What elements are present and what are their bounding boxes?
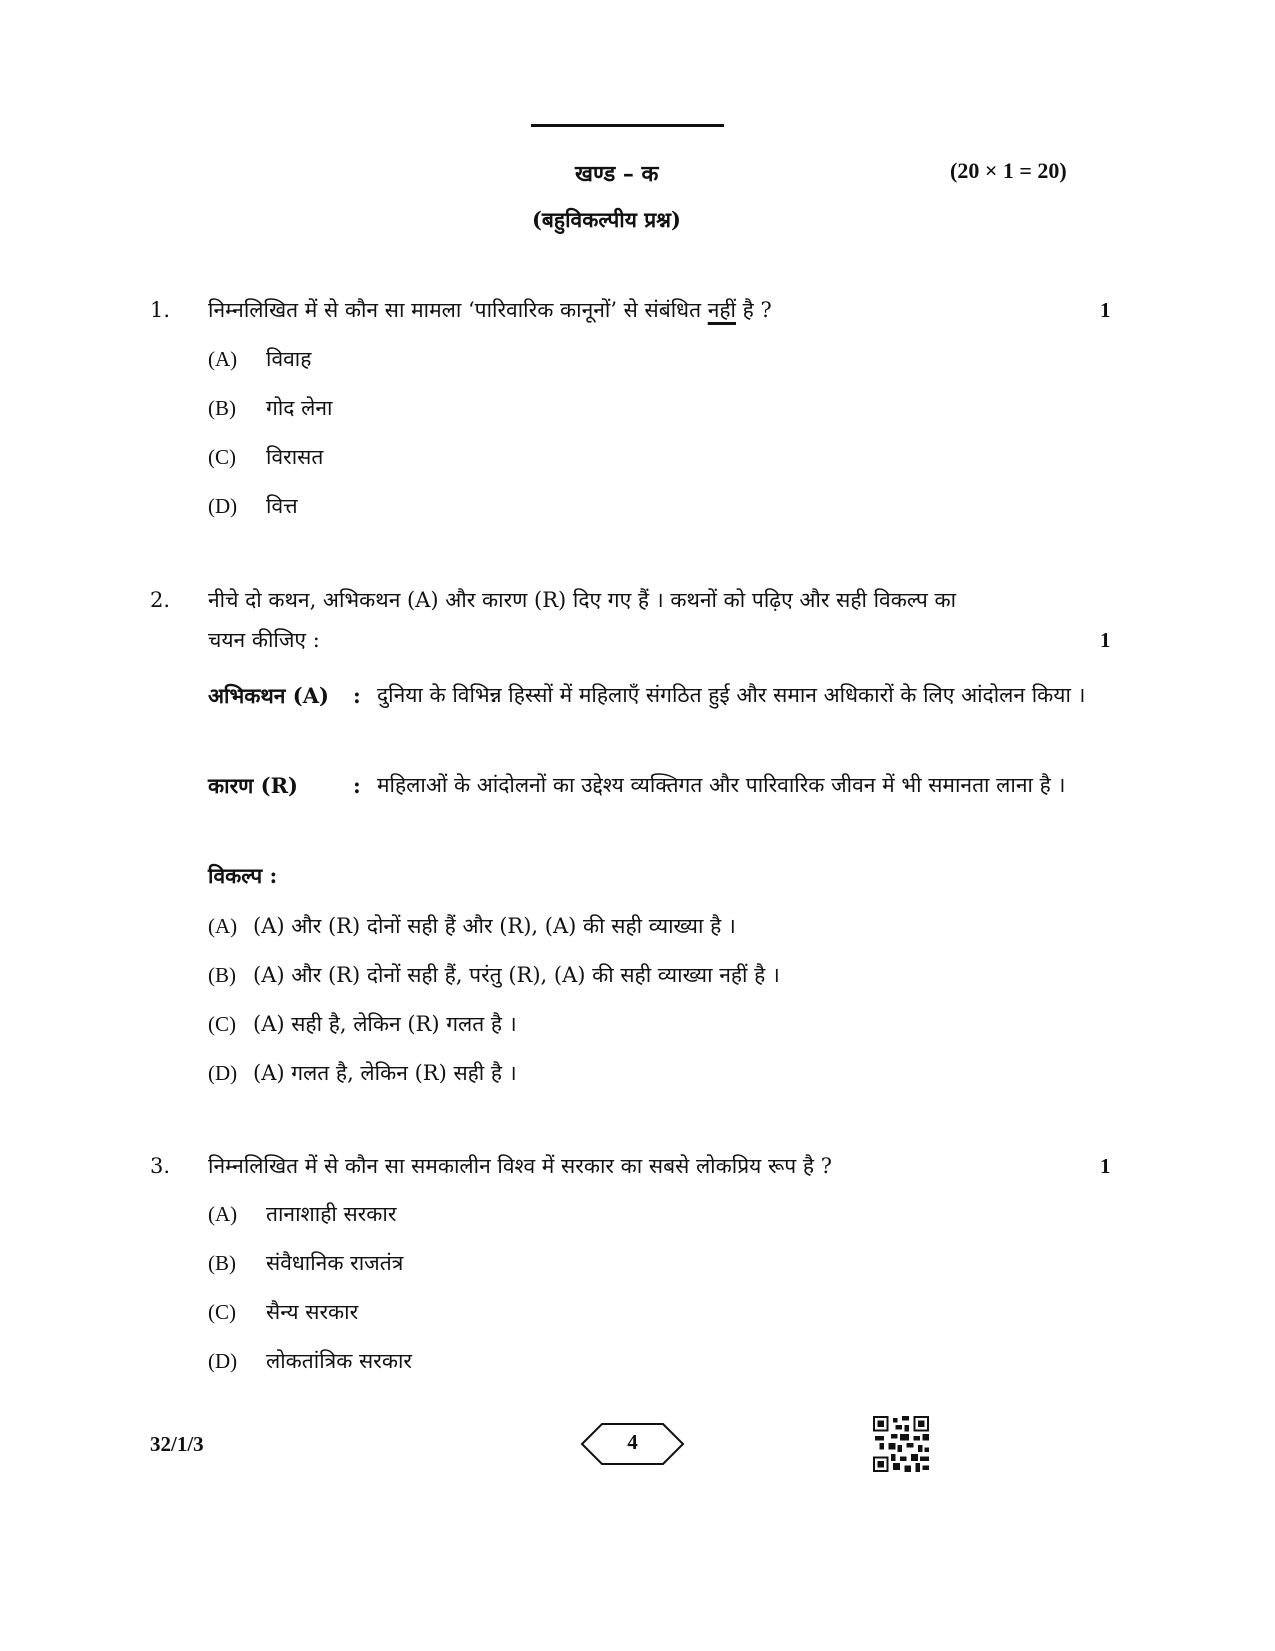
q2-option-label: (B) — [208, 963, 236, 987]
q2-option-label: (C) — [208, 1012, 236, 1036]
q2-option-label: (A) — [208, 914, 238, 938]
q1-option-text: विवाह — [266, 347, 312, 371]
q2-option-text: (A) और (R) दोनों सही हैं और (R), (A) की सही व्याख्या है । — [253, 914, 736, 938]
paper-code: 32/1/3 — [150, 1432, 204, 1456]
q1-option-label: (C) — [208, 445, 236, 469]
q3-option-label: (A) — [208, 1202, 238, 1226]
question-3-number: 3. — [150, 1154, 171, 1178]
question-2-text-line2: चयन कीजिए : — [208, 628, 320, 652]
q3-option-text: सैन्य सरकार — [266, 1300, 359, 1324]
q2-option-text: (A) सही है, लेकिन (R) गलत है । — [253, 1012, 517, 1036]
q1-option-text: वित्त — [266, 494, 298, 518]
q2-option-label: (D) — [208, 1061, 238, 1085]
options-heading: विकल्प : — [208, 863, 278, 888]
question-3-marks: 1 — [1100, 1154, 1111, 1178]
assertion-text: दुनिया के विभिन्न हिस्सों में महिलाएँ संगठित हुई और समान अधिकारों के लिए आंदोलन किया । — [377, 683, 1086, 707]
q3-option-text: संवैधानिक राजतंत्र — [266, 1251, 404, 1275]
q1-option-label: (D) — [208, 494, 238, 518]
q1-option-label: (A) — [208, 347, 238, 371]
question-1-text — [208, 296, 772, 324]
q1-option-label: (B) — [208, 396, 236, 420]
q3-option-label: (C) — [208, 1300, 236, 1324]
q3-option-label: (B) — [208, 1251, 236, 1275]
question-2-marks: 1 — [1100, 628, 1111, 652]
question-2-text-line1: नीचे दो कथन, अभिकथन (A) और कारण (R) दिए गए हैं । कथनों को पढ़िए और सही विकल्प का — [208, 588, 957, 612]
q3-option-text: तानाशाही सरकार — [266, 1202, 397, 1226]
question-1-emphasis: नहीं — [707, 298, 736, 322]
qr-code-icon — [873, 1416, 929, 1472]
assertion-label: अभिकथन (A) — [208, 683, 329, 708]
question-1-marks: 1 — [1100, 298, 1111, 322]
question-1-text-part: निम्नलिखित में से कौन सा मामला ‘पारिवारिक कानूनों’ से संबंधित — [208, 298, 708, 322]
reason-label: कारण (R) — [208, 773, 298, 798]
question-1-text-end: है ? — [735, 298, 772, 322]
assertion-colon: : — [353, 683, 361, 708]
q2-option-text: (A) गलत है, लेकिन (R) सही है । — [253, 1061, 517, 1085]
q1-option-text: गोद लेना — [266, 396, 333, 420]
section-title: खण्ड – क — [575, 161, 659, 187]
q2-option-text: (A) और (R) दोनों सही हैं, परंतु (R), (A) की सही व्याख्या नहीं है । — [253, 963, 780, 987]
q1-option-text: विरासत — [266, 445, 324, 469]
page-number: 4 — [627, 1430, 638, 1454]
header-rule — [531, 124, 724, 127]
section-marks-formula: (20 × 1 = 20) — [950, 158, 1067, 183]
section-subtitle: (बहुविकल्पीय प्रश्न) — [532, 207, 681, 232]
q3-option-label: (D) — [208, 1349, 238, 1373]
reason-text: महिलाओं के आंदोलनों का उद्देश्य व्यक्तिगत और पारिवारिक जीवन में भी समानता लाना है । — [377, 773, 1066, 797]
question-2-number: 2. — [150, 588, 171, 612]
question-1-number: 1. — [150, 298, 171, 322]
reason-colon: : — [353, 773, 361, 798]
q3-option-text: लोकतांत्रिक सरकार — [266, 1349, 412, 1373]
question-3-text: निम्नलिखित में से कौन सा समकालीन विश्व में सरकार का सबसे लोकप्रिय रूप है ? — [208, 1154, 832, 1178]
